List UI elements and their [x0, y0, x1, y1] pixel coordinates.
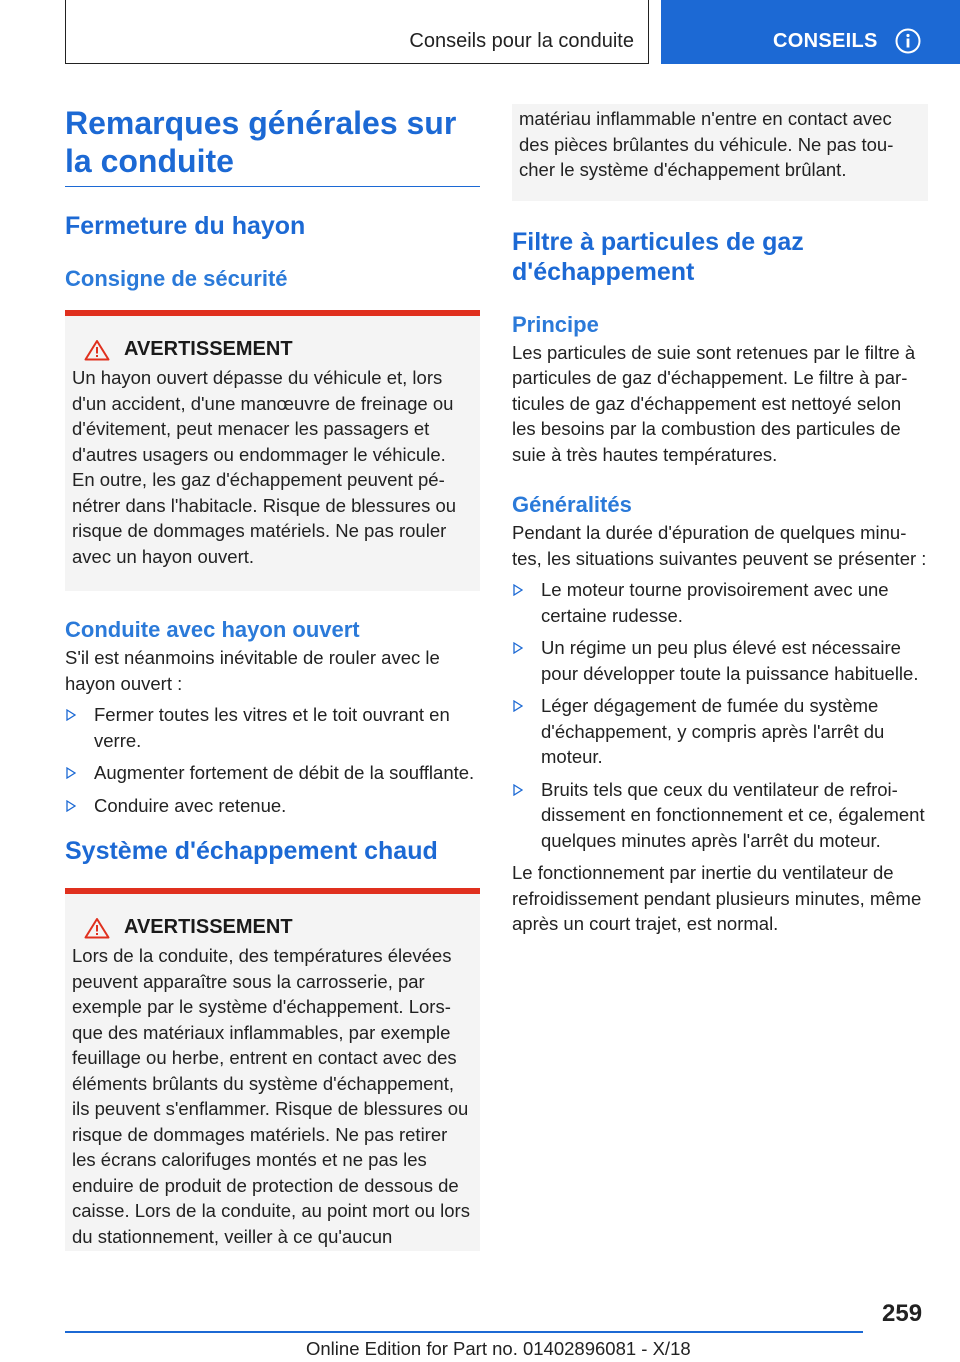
right-column [512, 104, 928, 937]
warning-title: AVERTISSEMENT [72, 916, 473, 939]
warning-box-echappement-continued [512, 104, 928, 201]
bullet-triangle-icon [513, 784, 523, 796]
bullet-triangle-icon [66, 767, 76, 779]
bullet-triangle-icon [513, 642, 523, 654]
warning-text-continued: matériau inflammable n'entre en contact avec des pièces brûlantes du véhicule. Ne pas toucher le système d'échappement brûlant. [519, 108, 894, 180]
list-item: Fermer toutes les vitres et le toit ouvrant en verre. [65, 702, 480, 753]
heading-consigne-securite: Consigne de sécurité [65, 266, 288, 291]
bullet-triangle-icon [66, 800, 76, 812]
footer-edition: Online Edition for Part no. 01402896081 - X/18 [306, 1338, 691, 1359]
header-box [65, 0, 649, 64]
generalites-intro: Pendant la durée d'épuration de quelques minutes, les situations suivantes peuvent se présenter : [512, 522, 927, 569]
page-title: Remarques générales sur la conduite [65, 104, 480, 187]
warning-triangle-icon [84, 917, 110, 939]
warning-text: Un hayon ouvert dépasse du véhicule et, lors d'un accident, d'une manœuvre de freinage ou d'évitement, peut menacer les passagers et d'autres usagers ou endommager le véhicule. En outre, les gaz d'échappement peuvent pénétrer dans l'habitacle. Risque de blessures ou risque de dommages matériels. Ne pas rouler avec un hayon ouvert. [72, 367, 457, 567]
conduite-intro: S'il est néanmoins inévitable de rouler avec le hayon ouvert : [65, 647, 440, 694]
warning-text: Lors de la conduite, des températures élevées peuvent apparaître sous la carrosserie, par exemple par le système d'échappement. Lorsque des matériaux inflammables, par exemple feuillage ou herbe, entrent en contact avec des éléments brûlants du système d'échappement, ils peuvent s'enflammer. Risque de blessures ou risque de dommages matériels. Ne pas retirer les écrans calorifuges montés et ne pas les enduire de produit de protection de dessous de caisse. Lors de la conduite, au point mort ou lors du stationnement, veiller à ce qu'aucun [72, 945, 470, 1247]
conduite-list [65, 702, 480, 818]
list-item: Le moteur tourne provisoirement avec une certaine rudesse. [512, 577, 928, 628]
warning-title: AVERTISSEMENT [72, 338, 473, 361]
warning-box-echappement [65, 888, 480, 1251]
heading-generalites: Généralités [512, 492, 632, 517]
warning-box-hayon [65, 310, 480, 591]
closing-text: Le fonctionnement par inertie du ventilateur de refroidissement pendant plusieurs minutes, même après un court trajet, est normal. [512, 862, 922, 934]
list-item: Un régime un peu plus élevé est nécessaire pour développer toute la puissance habituelle. [512, 635, 928, 686]
tab-label: CONSEILS [773, 30, 878, 52]
warning-triangle-icon [84, 339, 110, 361]
list-item: Augmenter fortement de débit de la soufflante. [65, 760, 480, 786]
info-icon[interactable] [895, 28, 921, 54]
heading-echappement-chaud: Système d'échappement chaud [65, 837, 438, 865]
section-title: Conseils pour la conduite [409, 30, 634, 52]
footer-divider [65, 1331, 863, 1333]
principe-text: Les particules de suie sont retenues par le filtre à particules de gaz d'échappement. Le filtre à particules de gaz d'échappement est nettoyé selon les besoins par la combustion des particules de suie à très hautes températures. [512, 341, 916, 465]
heading-principe: Principe [512, 311, 599, 337]
heading-conduite-hayon-ouvert: Conduite avec hayon ouvert [65, 617, 360, 642]
page-number: 259 [882, 1300, 923, 1327]
list-item: Conduire avec retenue. [65, 793, 480, 819]
heading-fermeture-hayon: Fermeture du hayon [65, 212, 306, 240]
bullet-triangle-icon [66, 709, 76, 721]
bullet-triangle-icon [513, 700, 523, 712]
generalites-list [512, 577, 928, 853]
heading-filtre-particules: Filtre à particules de gaz d'échappement [512, 227, 804, 286]
list-item: Bruits tels que ceux du ventilateur de refroidissement en fonctionnement et ce, également quelques minutes après l'arrêt du moteur. [512, 777, 928, 854]
list-item: Léger dégagement de fumée du système d'échappement, y compris après l'arrêt du moteur. [512, 693, 928, 770]
bullet-triangle-icon [513, 584, 523, 596]
left-column [65, 104, 480, 1251]
